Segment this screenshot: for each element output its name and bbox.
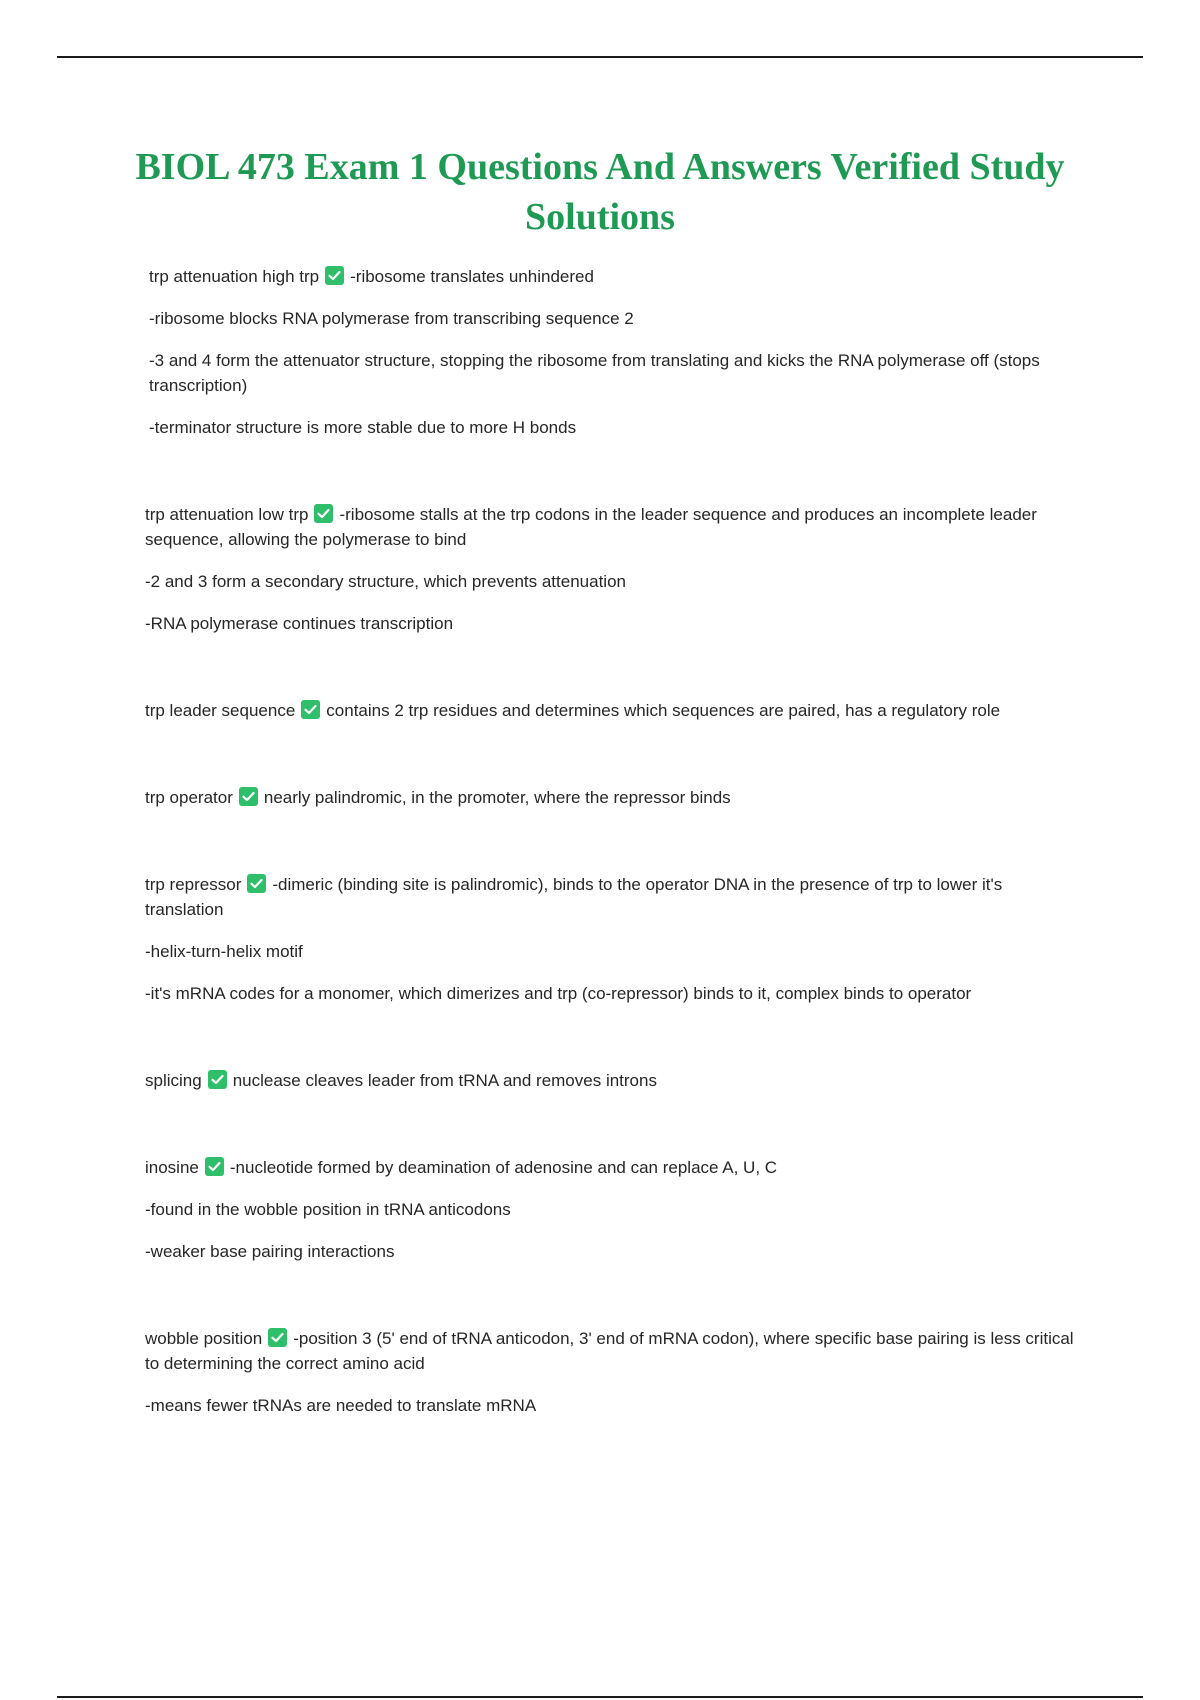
qa-extra-line: -weaker base pairing interactions (145, 1242, 395, 1261)
qa-term: trp leader sequence (145, 701, 296, 720)
qa-answer-line (145, 1155, 1075, 1180)
qa-extra-line: -means fewer tRNAs are needed to translate mRNA (145, 1396, 537, 1415)
qa-item (145, 264, 1075, 440)
qa-answer-line (145, 698, 1075, 723)
qa-answer: nearly palindromic, in the promoter, where the repressor binds (263, 788, 731, 807)
qa-extra-line: -RNA polymerase continues transcription (145, 614, 454, 633)
qa-answer-line (145, 1068, 1075, 1093)
qa-item (145, 502, 1075, 636)
check-mark-icon (301, 700, 320, 719)
qa-item (145, 1326, 1075, 1418)
qa-answer: -nucleotide formed by deamination of adenosine and can replace A, U, C (229, 1158, 778, 1177)
qa-list (145, 264, 1075, 1480)
qa-extra-line: -ribosome blocks RNA polymerase from transcribing sequence 2 (149, 309, 634, 328)
check-mark-icon (247, 874, 266, 893)
qa-answer-line (149, 264, 1075, 289)
qa-item (145, 1068, 1075, 1093)
top-rule (57, 56, 1143, 58)
qa-answer: nuclease cleaves leader from tRNA and removes introns (232, 1071, 657, 1090)
qa-term: splicing (145, 1071, 202, 1090)
qa-item (145, 872, 1075, 1006)
qa-answer: contains 2 trp residues and determines which sequences are paired, has a regulatory role (326, 701, 1001, 720)
qa-item (145, 1155, 1075, 1264)
bottom-rule (57, 1696, 1143, 1698)
qa-answer-line (145, 785, 1075, 810)
qa-item (145, 698, 1075, 723)
check-mark-icon (205, 1157, 224, 1176)
qa-term: trp repressor (145, 875, 242, 894)
qa-term: wobble position (145, 1329, 263, 1348)
qa-extra-line: -2 and 3 form a secondary structure, which prevents attenuation (145, 572, 626, 591)
check-mark-icon (325, 266, 344, 285)
check-mark-icon (239, 787, 258, 806)
qa-answer-line (145, 1326, 1075, 1376)
qa-answer-line (145, 872, 1075, 922)
check-mark-icon (208, 1070, 227, 1089)
qa-answer-line (145, 502, 1075, 552)
qa-term: inosine (145, 1158, 199, 1177)
qa-extra-line: -terminator structure is more stable due to more H bonds (149, 418, 577, 437)
qa-extra-line: -found in the wobble position in tRNA anticodons (145, 1200, 511, 1219)
qa-answer: -ribosome translates unhindered (350, 267, 594, 286)
qa-extra-line: -3 and 4 form the attenuator structure, stopping the ribosome from translating and kicks the RNA polymerase off (stops transcription) (149, 351, 1040, 395)
qa-answer: -position 3 (5' end of tRNA anticodon, 3' end of mRNA codon), where specific base pairing is less critical to determining the correct amino acid (145, 1329, 1074, 1373)
check-mark-icon (268, 1328, 287, 1347)
qa-term: trp attenuation high trp (149, 267, 320, 286)
qa-term: trp attenuation low trp (145, 505, 309, 524)
check-mark-icon (314, 504, 333, 523)
qa-extra-line: -helix-turn-helix motif (145, 942, 303, 961)
qa-item (145, 785, 1075, 810)
qa-term: trp operator (145, 788, 233, 807)
qa-answer: -ribosome stalls at the trp codons in the leader sequence and produces an incomplete leader sequence, allowing the polymerase to bind (145, 505, 1037, 549)
qa-extra-line: -it's mRNA codes for a monomer, which dimerizes and trp (co-repressor) binds to it, complex binds to operator (145, 984, 972, 1003)
qa-answer: -dimeric (binding site is palindromic), binds to the operator DNA in the presence of trp to lower it's translation (145, 875, 1003, 919)
page-title: BIOL 473 Exam 1 Questions And Answers Verified Study Solutions (135, 146, 1065, 238)
